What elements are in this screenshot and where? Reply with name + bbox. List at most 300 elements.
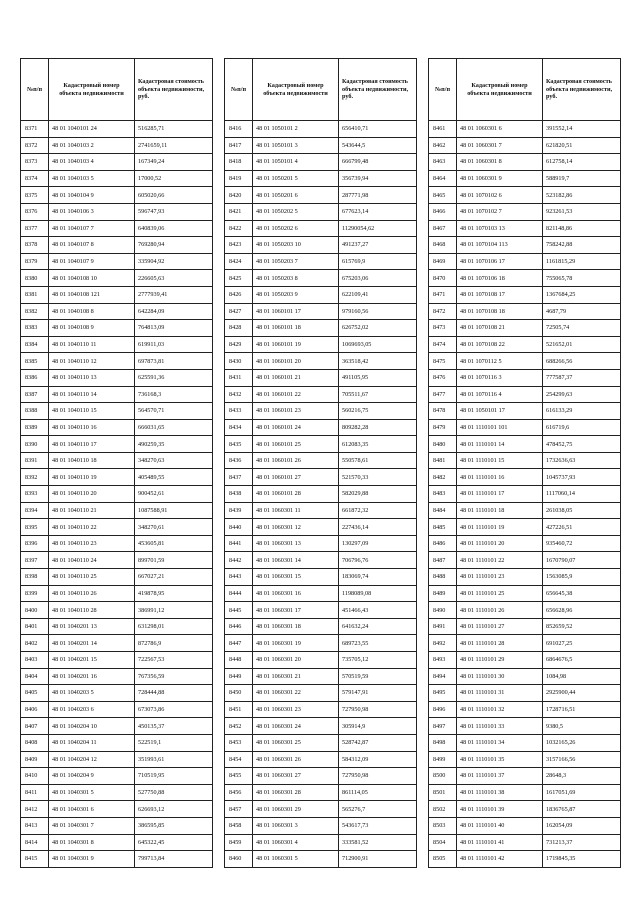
table-row xyxy=(429,419,621,436)
row-number: 8396 xyxy=(21,535,49,552)
cadastral-number: 48 01 1070108 21 xyxy=(457,320,543,337)
cadastral-cost: 616719,6 xyxy=(543,419,621,436)
cadastral-cost: 564570,71 xyxy=(135,403,213,420)
cadastral-number: 48 01 1070103 13 xyxy=(457,220,543,237)
table-row xyxy=(21,237,213,254)
table-row xyxy=(225,137,417,154)
cadastral-cost: 777587,37 xyxy=(543,369,621,386)
cadastral-number: 48 01 1060101 22 xyxy=(253,386,339,403)
row-number: 8371 xyxy=(21,121,49,138)
cadastral-cost: 11290054,62 xyxy=(339,220,417,237)
table-row xyxy=(429,768,621,785)
table-row xyxy=(21,701,213,718)
row-number: 8409 xyxy=(21,751,49,768)
cadastral-number: 48 01 1060301 8 xyxy=(457,154,543,171)
cadastral-number: 48 01 1070108 17 xyxy=(457,286,543,303)
cadastral-cost: 351993,61 xyxy=(135,751,213,768)
cadastral-number: 48 01 1060301 23 xyxy=(253,701,339,718)
row-number: 8442 xyxy=(225,552,253,569)
table-row xyxy=(21,486,213,503)
header-cadnum: Кадастровый номер объекта недвижимости xyxy=(253,59,339,121)
cadastral-cost: 799713,84 xyxy=(135,851,213,868)
cadastral-number: 48 01 1040301 5 xyxy=(49,784,135,801)
row-number: 8476 xyxy=(429,369,457,386)
cadastral-cost: 584312,09 xyxy=(339,751,417,768)
row-number: 8383 xyxy=(21,320,49,337)
cadastral-number: 48 01 1060101 23 xyxy=(253,403,339,420)
table-row xyxy=(225,635,417,652)
cadastral-cost: 167349,24 xyxy=(135,154,213,171)
row-number: 8391 xyxy=(21,452,49,469)
cadastral-number: 48 01 1110101 16 xyxy=(457,469,543,486)
table-row xyxy=(225,768,417,785)
cadastral-number: 48 01 1070102 6 xyxy=(457,187,543,204)
row-number: 8433 xyxy=(225,403,253,420)
cadastral-number: 48 01 1060101 27 xyxy=(253,469,339,486)
row-number: 8387 xyxy=(21,386,49,403)
table-body xyxy=(225,121,417,868)
cadastral-cost: 900452,61 xyxy=(135,486,213,503)
row-number: 8453 xyxy=(225,734,253,751)
cadastral-cost: 2925900,44 xyxy=(543,685,621,702)
cadastral-number: 48 01 1060301 19 xyxy=(253,635,339,652)
row-number: 8385 xyxy=(21,353,49,370)
cadastral-number: 48 01 1050101 2 xyxy=(253,121,339,138)
table-row xyxy=(21,685,213,702)
cadastral-number: 48 01 1040110 13 xyxy=(49,369,135,386)
cadastral-number: 48 01 1110101 20 xyxy=(457,535,543,552)
row-number: 8381 xyxy=(21,286,49,303)
row-number: 8423 xyxy=(225,237,253,254)
row-number: 8374 xyxy=(21,170,49,187)
row-number: 8482 xyxy=(429,469,457,486)
cadastral-cost: 183069,74 xyxy=(339,569,417,586)
cadastre-table-2 xyxy=(224,58,417,868)
row-number: 8434 xyxy=(225,419,253,436)
cadastral-number: 48 01 1040110 16 xyxy=(49,419,135,436)
row-number: 8373 xyxy=(21,154,49,171)
row-number: 8472 xyxy=(429,303,457,320)
table-row xyxy=(429,751,621,768)
table-row xyxy=(429,303,621,320)
cadastral-number: 48 01 1060301 28 xyxy=(253,784,339,801)
cadastral-number: 48 01 1060301 18 xyxy=(253,618,339,635)
cadastral-number: 48 01 1110101 42 xyxy=(457,851,543,868)
table-row xyxy=(21,270,213,287)
cadastral-cost: 626752,02 xyxy=(339,320,417,337)
table-row xyxy=(21,170,213,187)
cadastral-cost: 852659,52 xyxy=(543,618,621,635)
cadastral-number: 48 01 1110101 30 xyxy=(457,668,543,685)
table-row xyxy=(21,403,213,420)
cadastral-cost: 287771,98 xyxy=(339,187,417,204)
row-number: 8417 xyxy=(225,137,253,154)
row-number: 8394 xyxy=(21,502,49,519)
cadastral-number: 48 01 1110101 39 xyxy=(457,801,543,818)
cadastral-number: 48 01 1110101 23 xyxy=(457,569,543,586)
cadastral-number: 48 01 1070116 3 xyxy=(457,369,543,386)
table-row xyxy=(21,569,213,586)
row-number: 8399 xyxy=(21,585,49,602)
cadastral-cost: 612758,14 xyxy=(543,154,621,171)
cadastral-number: 48 01 1060301 25 xyxy=(253,734,339,751)
row-number: 8488 xyxy=(429,569,457,586)
row-number: 8406 xyxy=(21,701,49,718)
table-row xyxy=(429,801,621,818)
row-number: 8466 xyxy=(429,203,457,220)
cadastral-cost: 688266,56 xyxy=(543,353,621,370)
table-row xyxy=(225,336,417,353)
cadastral-cost: 363518,42 xyxy=(339,353,417,370)
table-row xyxy=(429,618,621,635)
cadastral-number: 48 01 1040107 9 xyxy=(49,253,135,270)
cadastral-cost: 386991,12 xyxy=(135,602,213,619)
row-number: 8431 xyxy=(225,369,253,386)
cadastral-number: 48 01 1060301 24 xyxy=(253,718,339,735)
cadastral-cost: 4687,79 xyxy=(543,303,621,320)
cadastral-number: 48 01 1040301 6 xyxy=(49,801,135,818)
cadastral-cost: 2741659,11 xyxy=(135,137,213,154)
cadastral-number: 48 01 1040301 9 xyxy=(49,851,135,868)
cadastral-cost: 451466,43 xyxy=(339,602,417,619)
row-number: 8502 xyxy=(429,801,457,818)
table-row xyxy=(225,369,417,386)
cadastral-cost: 1617051,69 xyxy=(543,784,621,801)
table-row xyxy=(429,452,621,469)
row-number: 8379 xyxy=(21,253,49,270)
cadastral-cost: 722567,53 xyxy=(135,652,213,669)
table-row xyxy=(429,817,621,834)
table-row xyxy=(429,220,621,237)
cadastral-cost: 521652,01 xyxy=(543,336,621,353)
row-number: 8468 xyxy=(429,237,457,254)
table-row xyxy=(21,369,213,386)
table-row xyxy=(225,121,417,138)
cadastral-cost: 254299,63 xyxy=(543,386,621,403)
table-row xyxy=(21,718,213,735)
cadastral-cost: 631298,01 xyxy=(135,618,213,635)
table-row xyxy=(429,469,621,486)
table-row xyxy=(225,701,417,718)
cadastral-cost: 755065,78 xyxy=(543,270,621,287)
cadastral-number: 48 01 1040110 17 xyxy=(49,436,135,453)
cadastral-cost: 641632,24 xyxy=(339,618,417,635)
row-number: 8405 xyxy=(21,685,49,702)
cadastral-number: 48 01 1060301 27 xyxy=(253,768,339,785)
cadastral-number: 48 01 1040203 6 xyxy=(49,701,135,718)
row-number: 8479 xyxy=(429,419,457,436)
cadastral-number: 48 01 1040104 9 xyxy=(49,187,135,204)
row-number: 8410 xyxy=(21,768,49,785)
row-number: 8432 xyxy=(225,386,253,403)
row-number: 8424 xyxy=(225,253,253,270)
row-number: 8401 xyxy=(21,618,49,635)
table-row xyxy=(21,253,213,270)
cadastral-number: 48 01 1060301 21 xyxy=(253,668,339,685)
row-number: 8490 xyxy=(429,602,457,619)
table-row xyxy=(429,535,621,552)
row-number: 8457 xyxy=(225,801,253,818)
table-row xyxy=(225,220,417,237)
table-row xyxy=(429,270,621,287)
cadastral-cost: 736168,3 xyxy=(135,386,213,403)
cadastral-number: 48 01 1040204 12 xyxy=(49,751,135,768)
table-row xyxy=(429,286,621,303)
row-number: 8392 xyxy=(21,469,49,486)
row-number: 8420 xyxy=(225,187,253,204)
cadastral-cost: 677623,14 xyxy=(339,203,417,220)
cadastral-cost: 261038,05 xyxy=(543,502,621,519)
cadastral-cost: 226605,63 xyxy=(135,270,213,287)
table-row xyxy=(225,170,417,187)
row-number: 8413 xyxy=(21,817,49,834)
cadastral-number: 48 01 1070104 113 xyxy=(457,237,543,254)
table-row xyxy=(225,535,417,552)
cadastral-cost: 656628,96 xyxy=(543,602,621,619)
table-row xyxy=(21,436,213,453)
cadastral-number: 48 01 1060301 9 xyxy=(457,170,543,187)
cadastral-cost: 419878,95 xyxy=(135,585,213,602)
row-number: 8443 xyxy=(225,569,253,586)
cadastral-cost: 712900,91 xyxy=(339,851,417,868)
table-row xyxy=(225,253,417,270)
cadastral-number: 48 01 1040201 13 xyxy=(49,618,135,635)
cadastral-number: 48 01 1060101 20 xyxy=(253,353,339,370)
cadastral-number: 48 01 1040108 121 xyxy=(49,286,135,303)
table-row xyxy=(21,502,213,519)
table-row xyxy=(429,602,621,619)
row-number: 8498 xyxy=(429,734,457,751)
cadastral-number: 48 01 1110101 35 xyxy=(457,751,543,768)
row-number: 8378 xyxy=(21,237,49,254)
table-row xyxy=(225,585,417,602)
table-row xyxy=(429,436,621,453)
cadastral-number: 48 01 1060301 15 xyxy=(253,569,339,586)
header-cost: Кадастровая стоимость объекта недвижимости, руб. xyxy=(543,59,621,121)
row-number: 8425 xyxy=(225,270,253,287)
cadastral-number: 48 01 1040201 14 xyxy=(49,635,135,652)
cadastral-number: 48 01 1040108 8 xyxy=(49,303,135,320)
header-cadnum: Кадастровый номер объекта недвижимости xyxy=(457,59,543,121)
cadastral-cost: 935460,72 xyxy=(543,535,621,552)
row-number: 8491 xyxy=(429,618,457,635)
cadastral-number: 48 01 1110101 31 xyxy=(457,685,543,702)
cadastral-cost: 640839,06 xyxy=(135,220,213,237)
table-row xyxy=(225,286,417,303)
row-number: 8402 xyxy=(21,635,49,652)
cadastral-cost: 1198089,08 xyxy=(339,585,417,602)
cadastral-cost: 450135,37 xyxy=(135,718,213,735)
row-number: 8454 xyxy=(225,751,253,768)
cadastral-number: 48 01 1050202 6 xyxy=(253,220,339,237)
header-cost: Кадастровая стоимость объекта недвижимости, руб. xyxy=(135,59,213,121)
table-row xyxy=(225,602,417,619)
cadastral-number: 48 01 1040204 11 xyxy=(49,734,135,751)
cadastral-cost: 727950,98 xyxy=(339,768,417,785)
cadastral-number: 48 01 1070106 18 xyxy=(457,270,543,287)
cadastral-cost: 521570,33 xyxy=(339,469,417,486)
row-number: 8377 xyxy=(21,220,49,237)
table-row xyxy=(429,237,621,254)
row-number: 8419 xyxy=(225,170,253,187)
cadastral-number: 48 01 1060101 18 xyxy=(253,320,339,337)
cadastral-cost: 675203,06 xyxy=(339,270,417,287)
cadastral-number: 48 01 1060301 20 xyxy=(253,652,339,669)
row-number: 8393 xyxy=(21,486,49,503)
cadastral-cost: 1670790,07 xyxy=(543,552,621,569)
table-row xyxy=(21,602,213,619)
table-row xyxy=(429,552,621,569)
cadastral-number: 48 01 1110101 32 xyxy=(457,701,543,718)
cadastre-table-3 xyxy=(428,58,621,868)
row-number: 8487 xyxy=(429,552,457,569)
cadastral-cost: 491237,27 xyxy=(339,237,417,254)
cadastral-cost: 528742,87 xyxy=(339,734,417,751)
row-number: 8380 xyxy=(21,270,49,287)
table-row xyxy=(225,652,417,669)
cadastral-cost: 612083,35 xyxy=(339,436,417,453)
row-number: 8469 xyxy=(429,253,457,270)
row-number: 8504 xyxy=(429,834,457,851)
cadastral-number: 48 01 1110101 18 xyxy=(457,502,543,519)
cadastral-cost: 386595,85 xyxy=(135,817,213,834)
row-number: 8501 xyxy=(429,784,457,801)
table-row xyxy=(225,668,417,685)
cadastral-cost: 3157166,56 xyxy=(543,751,621,768)
row-number: 8436 xyxy=(225,452,253,469)
cadastral-number: 48 01 1060301 13 xyxy=(253,535,339,552)
cadastral-cost: 666031,65 xyxy=(135,419,213,436)
cadastral-cost: 1045737,93 xyxy=(543,469,621,486)
row-number: 8446 xyxy=(225,618,253,635)
table-row xyxy=(429,851,621,868)
table-row xyxy=(21,784,213,801)
table-row xyxy=(21,734,213,751)
table-row xyxy=(429,203,621,220)
cadastral-cost: 767356,59 xyxy=(135,668,213,685)
cadastral-cost: 348270,63 xyxy=(135,452,213,469)
cadastral-cost: 616133,29 xyxy=(543,403,621,420)
table-row xyxy=(225,469,417,486)
cadastral-number: 48 01 1060101 19 xyxy=(253,336,339,353)
cadastral-cost: 735705,12 xyxy=(339,652,417,669)
cadastral-number: 48 01 1050201 5 xyxy=(253,170,339,187)
cadastral-number: 48 01 1040204 9 xyxy=(49,768,135,785)
cadastral-number: 48 01 1060301 11 xyxy=(253,502,339,519)
cadastral-number: 48 01 1050101 4 xyxy=(253,154,339,171)
table-row xyxy=(225,618,417,635)
cadastral-number: 48 01 1060101 17 xyxy=(253,303,339,320)
cadastral-cost: 490259,35 xyxy=(135,436,213,453)
row-number: 8451 xyxy=(225,701,253,718)
table-row xyxy=(21,154,213,171)
table-row xyxy=(21,585,213,602)
row-number: 8465 xyxy=(429,187,457,204)
row-number: 8439 xyxy=(225,502,253,519)
cadastral-cost: 491105,95 xyxy=(339,369,417,386)
table-row xyxy=(21,419,213,436)
row-number: 8493 xyxy=(429,652,457,669)
cadastral-cost: 728444,88 xyxy=(135,685,213,702)
table-row xyxy=(429,170,621,187)
table-row xyxy=(429,403,621,420)
table-row xyxy=(225,718,417,735)
cadastral-number: 48 01 1050201 6 xyxy=(253,187,339,204)
table-row xyxy=(429,369,621,386)
table-row xyxy=(225,303,417,320)
cadastral-number: 48 01 1060301 4 xyxy=(253,834,339,851)
cadastral-number: 48 01 1110101 28 xyxy=(457,635,543,652)
cadastral-number: 48 01 1040110 28 xyxy=(49,602,135,619)
table-row xyxy=(429,121,621,138)
cadastral-number: 48 01 1040110 24 xyxy=(49,552,135,569)
table-row xyxy=(21,834,213,851)
cadastral-number: 48 01 1040103 5 xyxy=(49,170,135,187)
table-row xyxy=(429,336,621,353)
cadastral-number: 48 01 1040107 7 xyxy=(49,220,135,237)
table-row xyxy=(429,652,621,669)
table-row xyxy=(429,137,621,154)
cadastral-number: 48 01 1040201 15 xyxy=(49,652,135,669)
cadastral-cost: 1728716,51 xyxy=(543,701,621,718)
table-row xyxy=(225,436,417,453)
cadastral-number: 48 01 1060101 28 xyxy=(253,486,339,503)
cadastral-number: 48 01 1070108 22 xyxy=(457,336,543,353)
row-number: 8477 xyxy=(429,386,457,403)
table-row xyxy=(21,635,213,652)
cadastral-cost: 333581,52 xyxy=(339,834,417,851)
row-number: 8416 xyxy=(225,121,253,138)
cadastral-cost: 689723,55 xyxy=(339,635,417,652)
row-number: 8403 xyxy=(21,652,49,669)
table-row xyxy=(21,652,213,669)
row-number: 8440 xyxy=(225,519,253,536)
cadastral-cost: 565276,7 xyxy=(339,801,417,818)
cadastral-cost: 872786,9 xyxy=(135,635,213,652)
table-row xyxy=(225,569,417,586)
row-number: 8372 xyxy=(21,137,49,154)
row-number: 8464 xyxy=(429,170,457,187)
cadastral-number: 48 01 1040110 14 xyxy=(49,386,135,403)
cadastral-cost: 642284,09 xyxy=(135,303,213,320)
cadastral-number: 48 01 1040201 16 xyxy=(49,668,135,685)
row-number: 8445 xyxy=(225,602,253,619)
cadastral-number: 48 01 1060301 17 xyxy=(253,602,339,619)
cadastral-number: 48 01 1040110 23 xyxy=(49,535,135,552)
row-number: 8447 xyxy=(225,635,253,652)
table-row xyxy=(225,486,417,503)
row-number: 8458 xyxy=(225,817,253,834)
cadastral-number: 48 01 1040108 10 xyxy=(49,270,135,287)
table-row xyxy=(429,734,621,751)
table-row xyxy=(21,552,213,569)
cadastral-cost: 1836765,87 xyxy=(543,801,621,818)
cadastral-cost: 666799,48 xyxy=(339,154,417,171)
cadastral-number: 48 01 1110101 25 xyxy=(457,585,543,602)
table-row xyxy=(21,353,213,370)
table-row xyxy=(225,187,417,204)
cadastral-cost: 1032165,26 xyxy=(543,734,621,751)
cadastral-cost: 478452,75 xyxy=(543,436,621,453)
cadastral-number: 48 01 1050203 7 xyxy=(253,253,339,270)
cadastral-cost: 899701,59 xyxy=(135,552,213,569)
table-row xyxy=(429,569,621,586)
cadastral-number: 48 01 1110101 19 xyxy=(457,519,543,536)
row-number: 8429 xyxy=(225,336,253,353)
table-row xyxy=(21,817,213,834)
row-number: 8395 xyxy=(21,519,49,536)
table-row xyxy=(21,320,213,337)
